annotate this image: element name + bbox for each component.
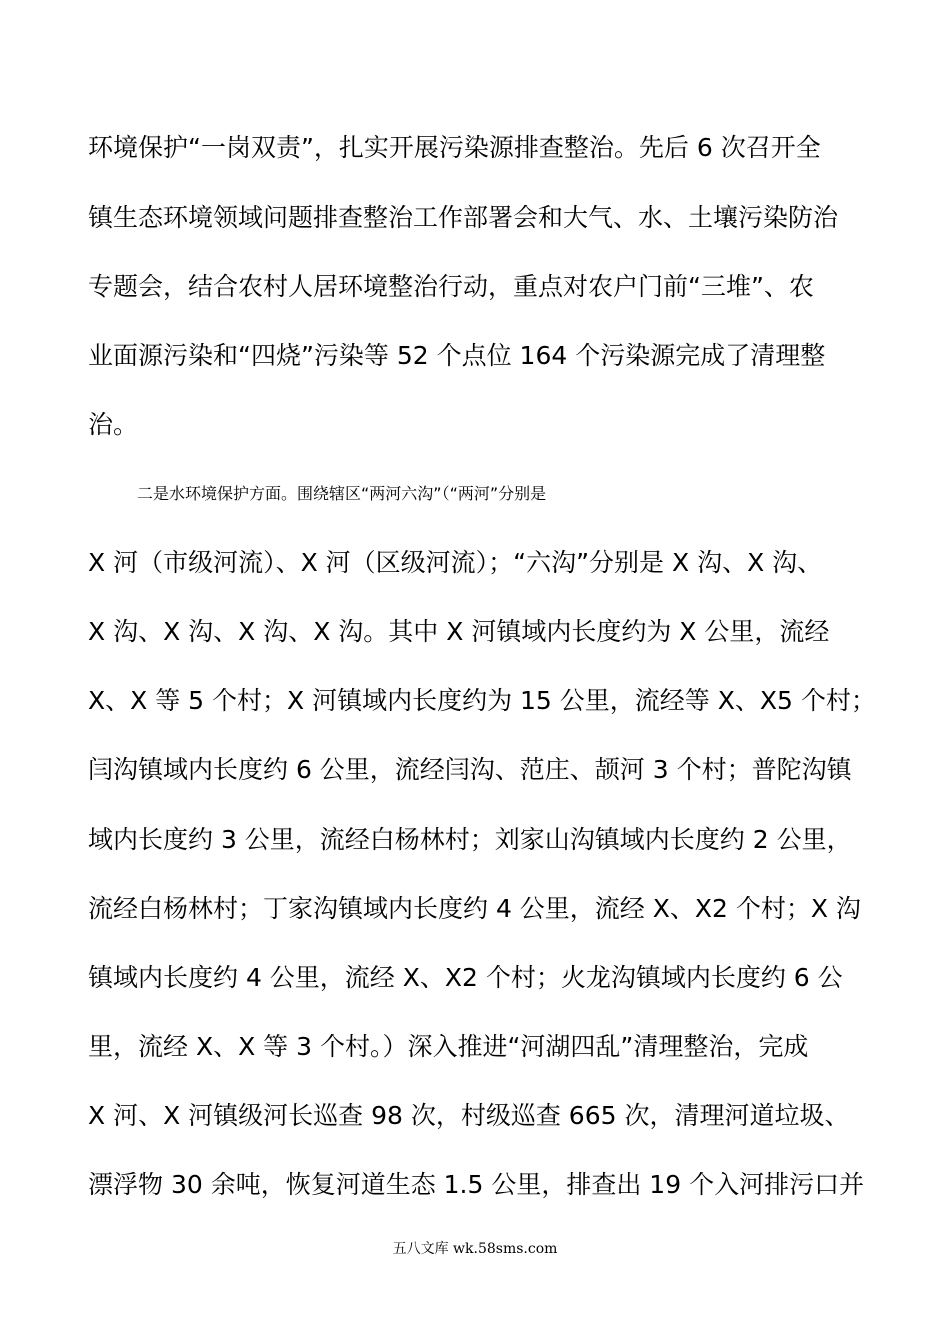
paragraph-line: 漂浮物 30 余吨，恢复河道生态 1.5 公里，排查出 19 个入河排污口并 xyxy=(88,1170,865,1199)
paragraph-line: X 沟、X 沟、X 沟、X 沟。其中 X 河镇域内长度约为 X 公里，流经 xyxy=(88,617,830,646)
paragraph-line: 环境保护“一岗双责”，扎实开展污染源排查整治。先后 6 次召开全 xyxy=(88,133,821,162)
page-footer: 五八文库 wk.58sms.com xyxy=(392,1241,558,1257)
paragraph-line: 二是水环境保护方面。围绕辖区“两河六沟”（“两河”分别是 xyxy=(137,484,547,503)
paragraph-line: 镇域内长度约 4 公里，流经 X、X2 个村；火龙沟镇域内长度约 6 公 xyxy=(88,963,843,992)
paragraph-line: X、X 等 5 个村；X 河镇域内长度约为 15 公里，流经等 X、X5 个村； xyxy=(88,686,876,715)
paragraph-line: 专题会，结合农村人居环境整治行动，重点对农户门前“三堆”、农 xyxy=(88,272,814,301)
paragraph-line: 里，流经 X、X 等 3 个村。）深入推进“河湖四乱”清理整治，完成 xyxy=(88,1032,809,1061)
paragraph-line: 镇生态环境领域问题排查整治工作部署会和大气、水、土壤污染防治 xyxy=(88,203,839,232)
paragraph-line: 业面源污染和“四烧”污染等 52 个点位 164 个污染源完成了清理整 xyxy=(88,341,826,370)
paragraph-line: X 河（市级河流）、X 河（区级河流）；“六沟”分别是 X 沟、X 沟、 xyxy=(88,548,823,577)
paragraph-line: 闫沟镇域内长度约 6 公里，流经闫沟、范庄、颉河 3 个村；普陀沟镇 xyxy=(88,755,852,784)
paragraph-line: 流经白杨林村；丁家沟镇域内长度约 4 公里，流经 X、X2 个村；X 沟 xyxy=(88,894,861,923)
paragraph-line: X 河、X 河镇级河长巡查 98 次，村级巡查 665 次，清理河道垃圾、 xyxy=(88,1101,850,1130)
paragraph-line: 域内长度约 3 公里，流经白杨林村；刘家山沟镇域内长度约 2 公里， xyxy=(88,825,852,854)
paragraph-line: 治。 xyxy=(88,410,139,439)
